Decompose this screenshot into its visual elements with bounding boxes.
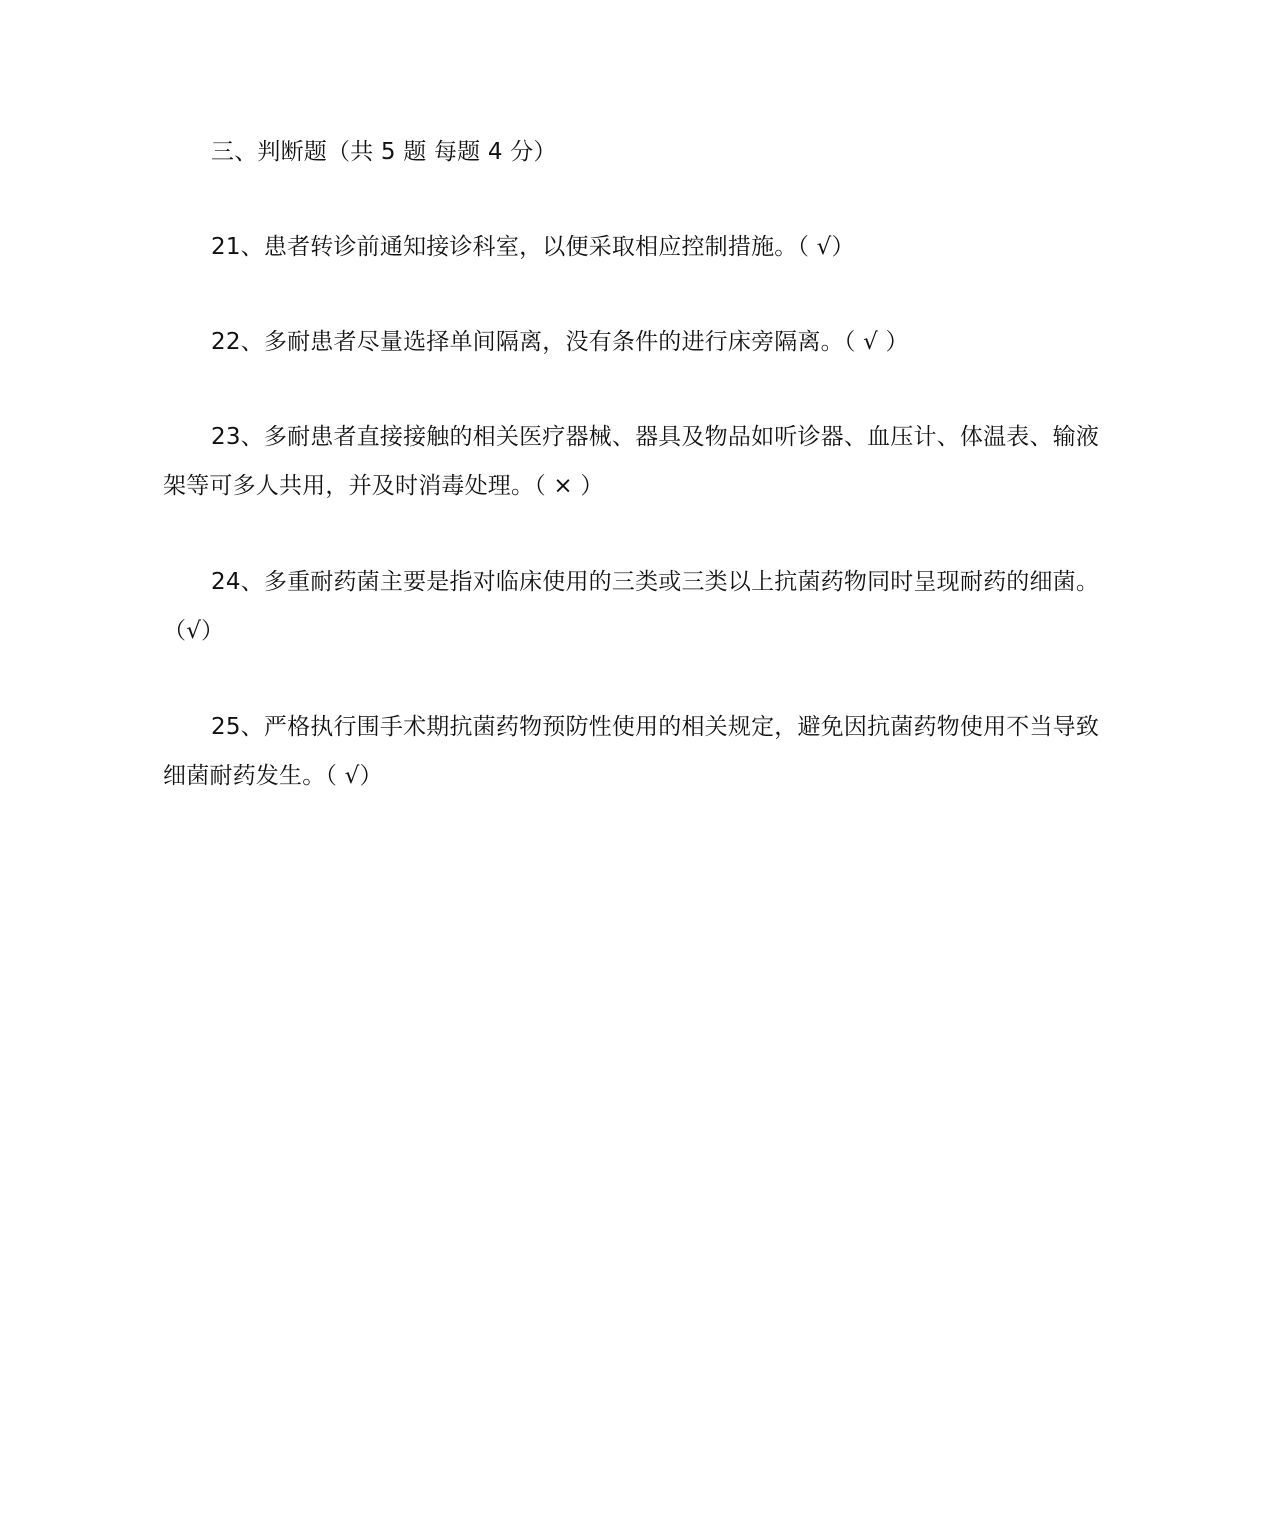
question-24: 24、多重耐药菌主要是指对临床使用的三类或三类以上抗菌药物同时呈现耐药的细菌。（√） — [163, 569, 1100, 644]
section-title: 三、判断题（共 5 题 每题 4 分） — [211, 139, 557, 165]
question-22: 22、多耐患者尽量选择单间隔离，没有条件的进行床旁隔离。（ √ ） — [211, 329, 909, 355]
question-25: 25、严格执行围手术期抗菌药物预防性使用的相关规定，避免因抗菌药物使用不当导致细菌耐药发生。（ √） — [163, 714, 1100, 789]
question-21: 21、患者转诊前通知接诊科室，以便采取相应控制措施。（ √） — [211, 234, 855, 260]
question-23: 23、多耐患者直接接触的相关医疗器械、器具及物品如听诊器、血压计、体温表、输液架等可多人共用，并及时消毒处理。（ × ） — [163, 424, 1100, 499]
document-content — [163, 128, 1121, 848]
